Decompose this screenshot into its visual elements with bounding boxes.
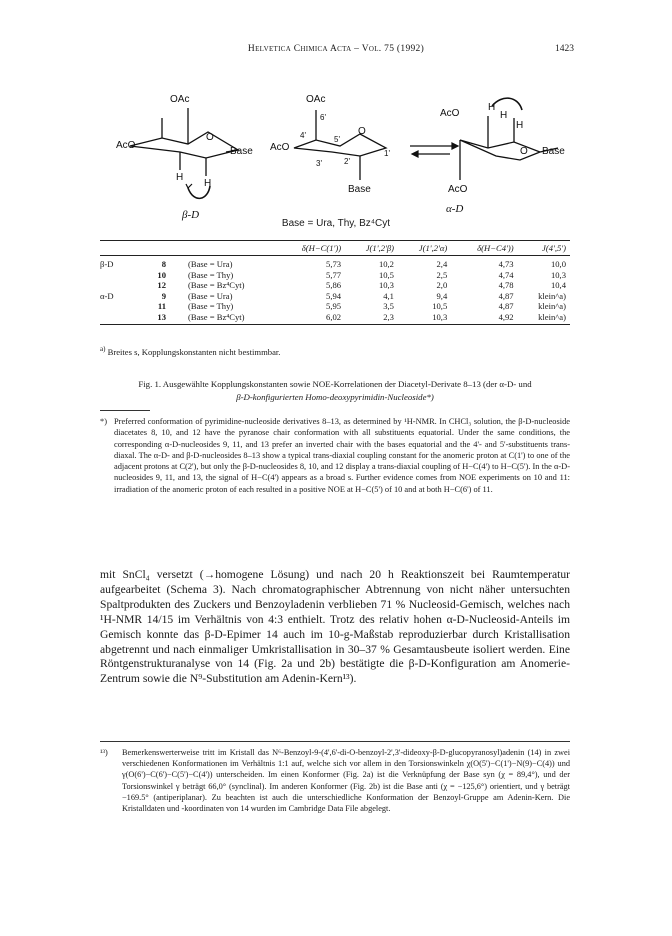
cell-j45: 10,3 [550,269,566,280]
page-number: 1423 [555,44,574,54]
mid-oac-label: OAc [306,94,326,105]
cell-cfg [100,301,148,312]
cell-base: (Base = Ura) [188,259,233,270]
alpha-h3-label: H [516,120,524,131]
cell-cfg: β-D [100,259,114,270]
cell-d4: 4,87 [498,301,514,312]
mid-base-label: Base [348,184,371,195]
cell-j1: 4,1 [383,290,394,301]
base-definition: Base = Ura, Thy, Bz⁴Cyt [281,218,391,229]
cell-j2: 10,3 [398,312,451,325]
alpha-d-chair [460,98,558,180]
cell-d1: 5,73 [326,259,342,270]
middle-chair [294,110,386,180]
figure-caption [100,378,570,404]
alpha-h1-label: H [488,102,496,113]
mid-c5-label: 5' [334,135,340,144]
table-header-row [100,241,570,256]
col-header-j45: J(4',5') [518,241,570,256]
table-row [100,256,570,270]
beta-h2-label: H [204,178,212,189]
mid-c6-label: 6' [320,113,326,122]
cell-cfg [100,270,148,281]
alpha-base-label: Base [542,146,565,157]
cell-cfg: α-D [100,290,114,301]
table-row [100,301,570,312]
star-footnote-text: Preferred conformation of pyrimidine-nucleoside derivatives 8–13, as determined by ¹H-NMR. In CHCl₃ solution, the β-D-nucleoside diacetates 8, 10, and 12 have the pyranose chair conformation with all substituents equatorial. Under the same conditions, the corresponding α-D-nucleosides 9, 11, and 13 prefer an inverted chair with the bases equatorial and the 4'- and 5'-substituents trans-diaxal. The α-D- and β-D-nucleosides 8–13 show a typical trans-diaxial coupling constant for the anomeric proton at C(1') to one of the adjacent protons at C(2'), but only the β-D-nucleosides 8, 10, and 12 display a trans-diaxial coupling of H−C(4') to H−C(5'). In the α-D-nucleosides 9, 11, and 13, the signal of H−C(4') appears as a broad s. Further evidence comes from NOE experiments on 10 and 11: irradiation of the anomeric proton of each resulted in a positive NOE at H−C(5') of 10 and at both H−C(6') of 11. [114,417,570,494]
cell-d1: 5,86 [326,280,342,291]
footnote-13-mark: ¹³) [100,748,108,757]
beta-aco-label: AcO [116,140,136,151]
beta-h1-label: H [176,172,184,183]
cell-base: (Base = Thy) [188,269,234,280]
alpha-d-label: α-D [446,203,464,215]
cell-j45: klein^a) [538,301,566,312]
cell-d4: 4,92 [451,312,517,325]
col-header-d1: δ(H−C(1')) [274,241,345,256]
caption-line-1: Fig. 1. Ausgewählte Kopplungskonstanten sowie NOE-Korrelationen der Diacetyl-Derivate 8–13 (der α-D- und [138,379,532,389]
beta-d-chair [130,108,238,198]
cell-j2: 9,4 [436,290,448,301]
cell-compound: 12 [157,280,166,291]
cell-compound: 11 [157,301,166,312]
alpha-ring-o-label: O [520,146,528,157]
table-row [100,280,570,291]
beta-oac-label: OAc [170,94,190,105]
mid-c3-label: 3' [316,159,322,168]
footnote-divider-13 [100,741,570,742]
col-header-j2: J(1',2'α) [398,241,451,256]
col-header-j1: J(1',2'β) [345,241,398,256]
cell-j2: 2,5 [436,269,448,280]
cell-j1: 3,5 [383,301,394,312]
cell-compound: 13 [148,312,166,325]
cell-base: (Base = Bz⁴Cyt) [166,312,274,325]
cell-j45: 10,0 [550,259,566,270]
cell-j1: 10,2 [378,259,394,270]
table-row [100,291,570,302]
cell-base: (Base = Ura) [188,290,233,301]
mid-c4-label: 4' [300,131,306,140]
footnote-13-text: Bemerkenswerterweise tritt im Kristall das N⁶-Benzoyl-9-(4',6'-di-O-benzoyl-2',3'-dideoxy-β-D-glucopyranosyl)adenin (14) in zwei verschiedenen Konformationen im Verhältnis 1:1 auf, welche sich vor allem in den Torsionswinkeln χ(O(5')−C(1')−N(9)−C(4)) und γ(O(6')−C(6')−C(5')−C(4')) unterscheiden. Im einen Konformer (Fig. 2a) ist die Verknüpfung der Base syn (χ = 89,4°), und der Torsionswinkel γ beträgt 66,0° (synclinal). Im anderen Konformer (Fig. 2b) ist die Base anti (χ = −125,6°) orientiert, und γ beträgt −169.5° (antiperiplanar). Zu beachten ist auch die unterschiedliche Konformation der Benzoyl-Gruppe am Adenin-Kern. Die Kristalldaten und -koordinaten von 14 wurden im Cambridge Data File abgelegt. [122,748,570,814]
cell-d4: 4,73 [498,259,514,270]
mid-c1-label: 1' [384,149,390,158]
cell-d1: 5,94 [326,290,342,301]
table-row [100,312,570,325]
cell-d4: 4,87 [498,290,514,301]
cell-j2: 2,4 [436,259,448,270]
cell-j1: 10,5 [378,269,394,280]
cell-base: (Base = Bz⁴Cyt) [188,280,245,291]
star-footnote-mark: *) [100,417,107,426]
cell-j45: klein^a) [538,290,566,301]
equilibrium-arrows [410,143,458,157]
running-header [0,44,672,58]
alpha-aco-bottom-label: AcO [448,184,468,195]
cell-j2: 10,5 [432,301,448,312]
cell-cfg [100,280,148,291]
cell-d1: 6,02 [274,312,345,325]
cell-j1: 2,3 [345,312,398,325]
cell-d1: 5,77 [326,269,342,280]
cell-d1: 5,95 [326,301,342,312]
cell-j45: klein^a) [518,312,570,325]
cell-j2: 2,0 [436,280,448,291]
alpha-aco-top-label: AcO [440,108,460,119]
cell-compound: 8 [161,259,166,270]
cell-cfg [100,312,148,325]
beta-ring-o-label: O [206,132,214,143]
conformation-scheme [110,88,570,228]
alpha-h2-label: H [500,110,508,121]
cell-j45: 10,4 [550,280,566,291]
cell-compound: 10 [157,269,166,280]
table-footnote-text: Breites s, Kopplungskonstanten nicht bestimmbar. [107,346,281,357]
beta-d-label: β-D [182,209,200,221]
cell-j1: 10,3 [378,280,394,291]
col-header-d4: δ(H−C4')) [451,241,517,256]
cell-d4: 4,74 [498,269,514,280]
star-footnote [100,416,570,495]
footnote-divider [100,410,150,411]
footnote-13 [100,747,570,814]
coupling-table [100,240,570,325]
table-footnote-mark: a) [100,345,106,353]
table-footnote [100,345,280,357]
mid-ring-o-label: O [358,126,366,137]
table-row [100,270,570,281]
journal-title: Helvetica Chimica Acta – Vol. 75 (1992) [247,44,425,54]
mid-c2-label: 2' [344,157,350,166]
cell-base: (Base = Thy) [188,301,234,312]
body-paragraph: mit SnCl₄ versetzt (→homogene Lösung) und nach 20 h Reaktionszeit bei Raumtemperatur aufgearbeitet (Schema 3). Nach chromatographischer Abtrennung von nicht näher untersuchten Spaltprodukten des Zuckers und Benzoyladenin verblieben 71 % Nucleosid-Gemisch, welches nach ¹H-NMR 14/15 im Verhältnis von 4:3 enthielt. Trotz des relativ hohen α-D-Nucleosid-Anteils im Gemisch konnte das β-D-Epimer 14 auch im 10-g-Maßstab reproduzierbar durch Kristallisation abgetrennt und nach einmaliger Umkristallisation in 30–37 % Gesamtausbeute isoliert werden. Eine Röntgenstrukturanalyse von 14 (Fig. 2a und 2b) bestätigte die β-D-Konfiguration am Anomerie-Zentrum sowie die N⁹-Substitution am Adenin-Kern¹³). [100,568,570,686]
cell-d4: 4,78 [498,280,514,291]
beta-base-label: Base [230,146,253,157]
cell-compound: 9 [161,290,166,301]
caption-line-2: β-D-konfigurierten Homo-deoxypyrimidin-Nucleoside*) [236,392,434,402]
mid-aco-label: AcO [270,142,290,153]
